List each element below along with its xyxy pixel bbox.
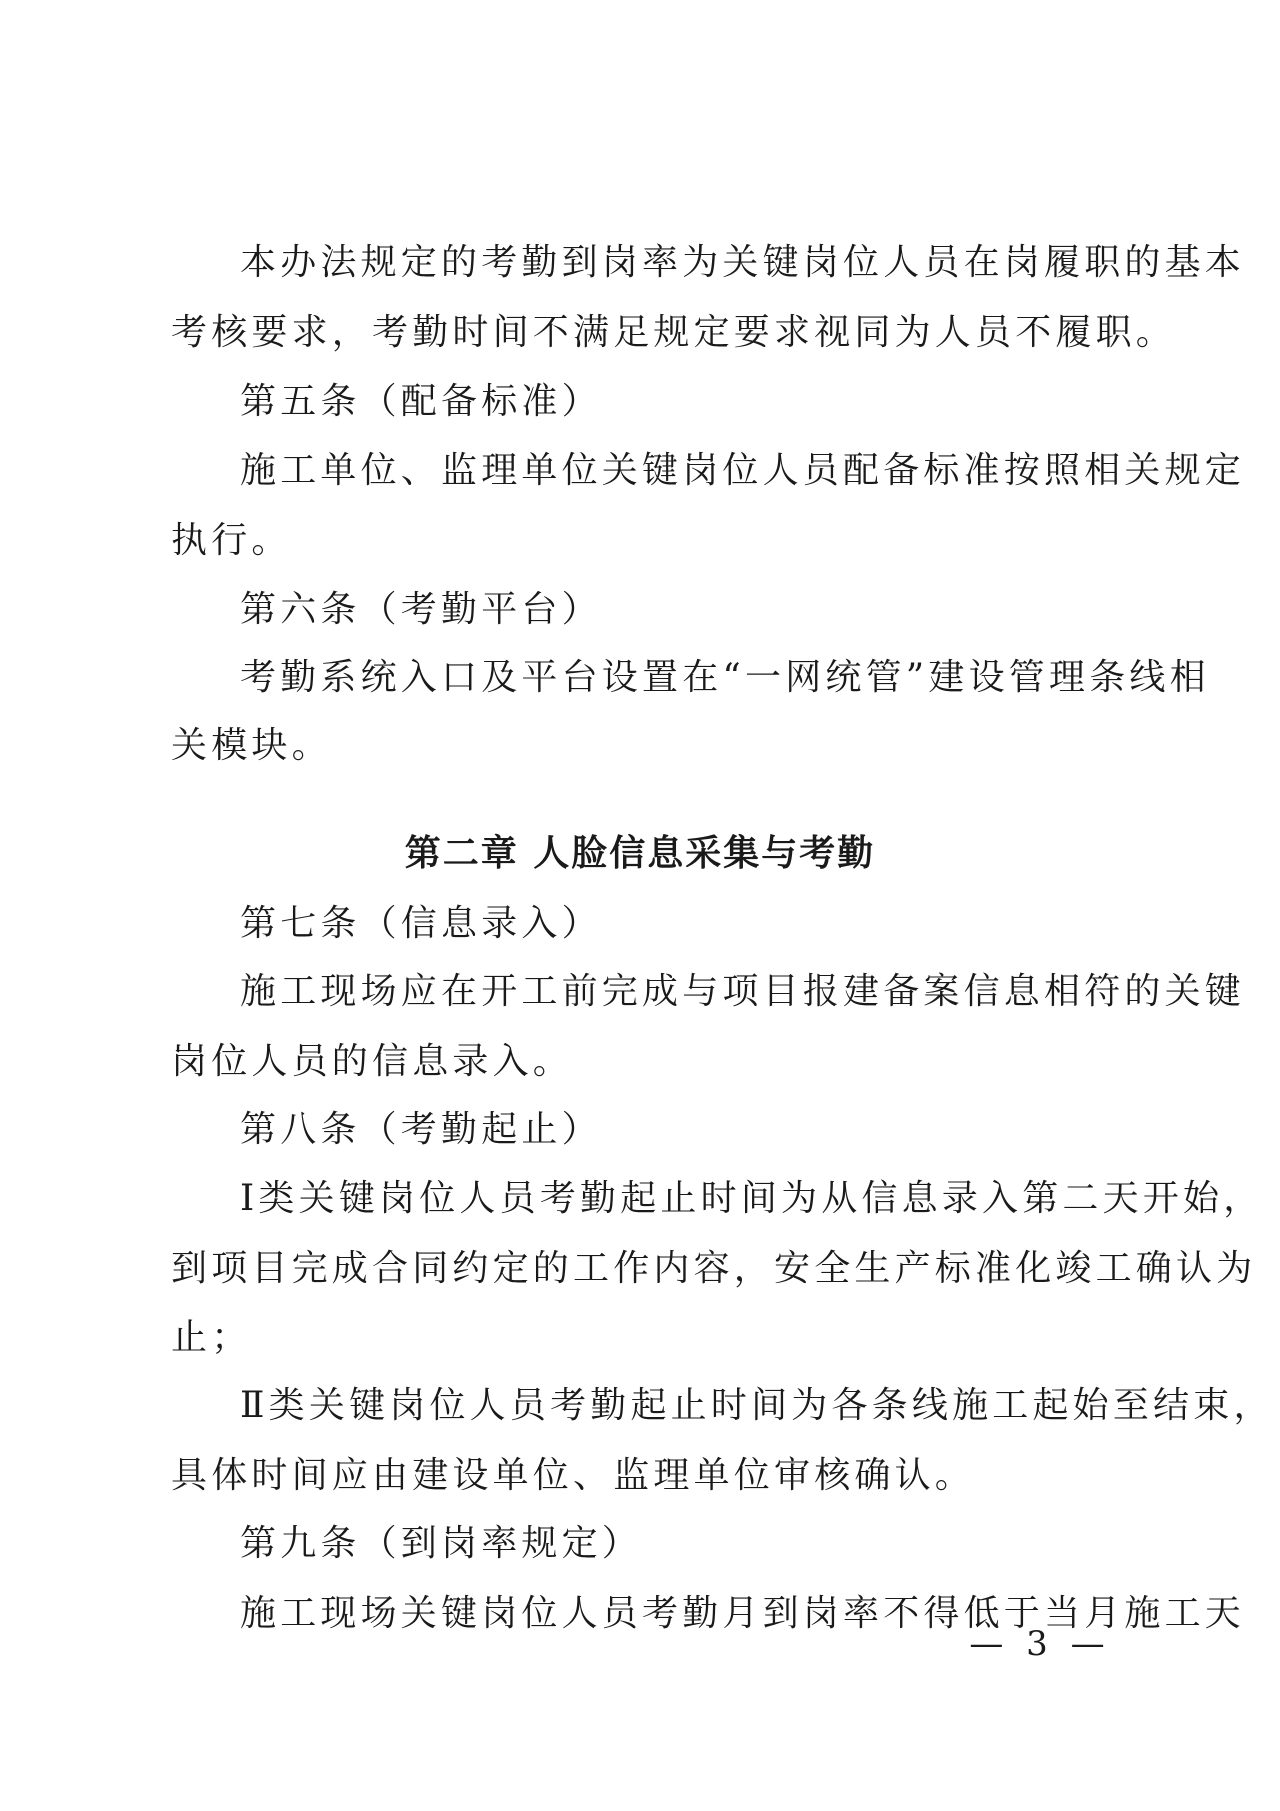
- page-number: — 3 —: [969, 1624, 1111, 1664]
- paragraph-line: 考核要求，考勤时间不满足规定要求视同为人员不履职。: [171, 312, 1177, 353]
- article-heading: 第五条（配备标准）: [240, 381, 602, 422]
- paragraph-line: 具体时间应由建设单位、监理单位审核确认。: [171, 1455, 976, 1496]
- article-heading: 第六条（考勤平台）: [240, 589, 602, 630]
- paragraph-line: 到项目完成合同约定的工作内容，安全生产标准化竣工确认为: [171, 1248, 1257, 1289]
- paragraph-line: Ⅰ类关键岗位人员考勤起止时间为从信息录入第二天开始，: [240, 1178, 1264, 1219]
- article-heading: 第八条（考勤起止）: [240, 1109, 602, 1150]
- paragraph-line: 施工单位、监理单位关键岗位人员配备标准按照相关规定: [240, 450, 1246, 491]
- article-heading: 第七条（信息录入）: [240, 903, 602, 944]
- paragraph-line: 考勤系统入口及平台设置在“一网统管”建设管理条线相: [240, 657, 1210, 698]
- paragraph-line: 施工现场应在开工前完成与项目报建备案信息相符的关键: [240, 971, 1246, 1012]
- paragraph-line: 执行。: [171, 520, 292, 561]
- paragraph-line: 关模块。: [171, 725, 332, 766]
- article-heading: 第九条（到岗率规定）: [240, 1523, 643, 1564]
- chapter-heading: 第二章 人脸信息采集与考勤: [404, 833, 876, 874]
- paragraph-line: 施工现场关键岗位人员考勤月到岗率不得低于当月施工天: [240, 1593, 1246, 1634]
- paragraph-line: 止；: [171, 1317, 252, 1358]
- paragraph-line: 岗位人员的信息录入。: [171, 1041, 574, 1082]
- paragraph-line: Ⅱ类关键岗位人员考勤起止时间为各条线施工起始至结束，: [240, 1385, 1274, 1426]
- paragraph-line: 本办法规定的考勤到岗率为关键岗位人员在岗履职的基本: [240, 242, 1246, 283]
